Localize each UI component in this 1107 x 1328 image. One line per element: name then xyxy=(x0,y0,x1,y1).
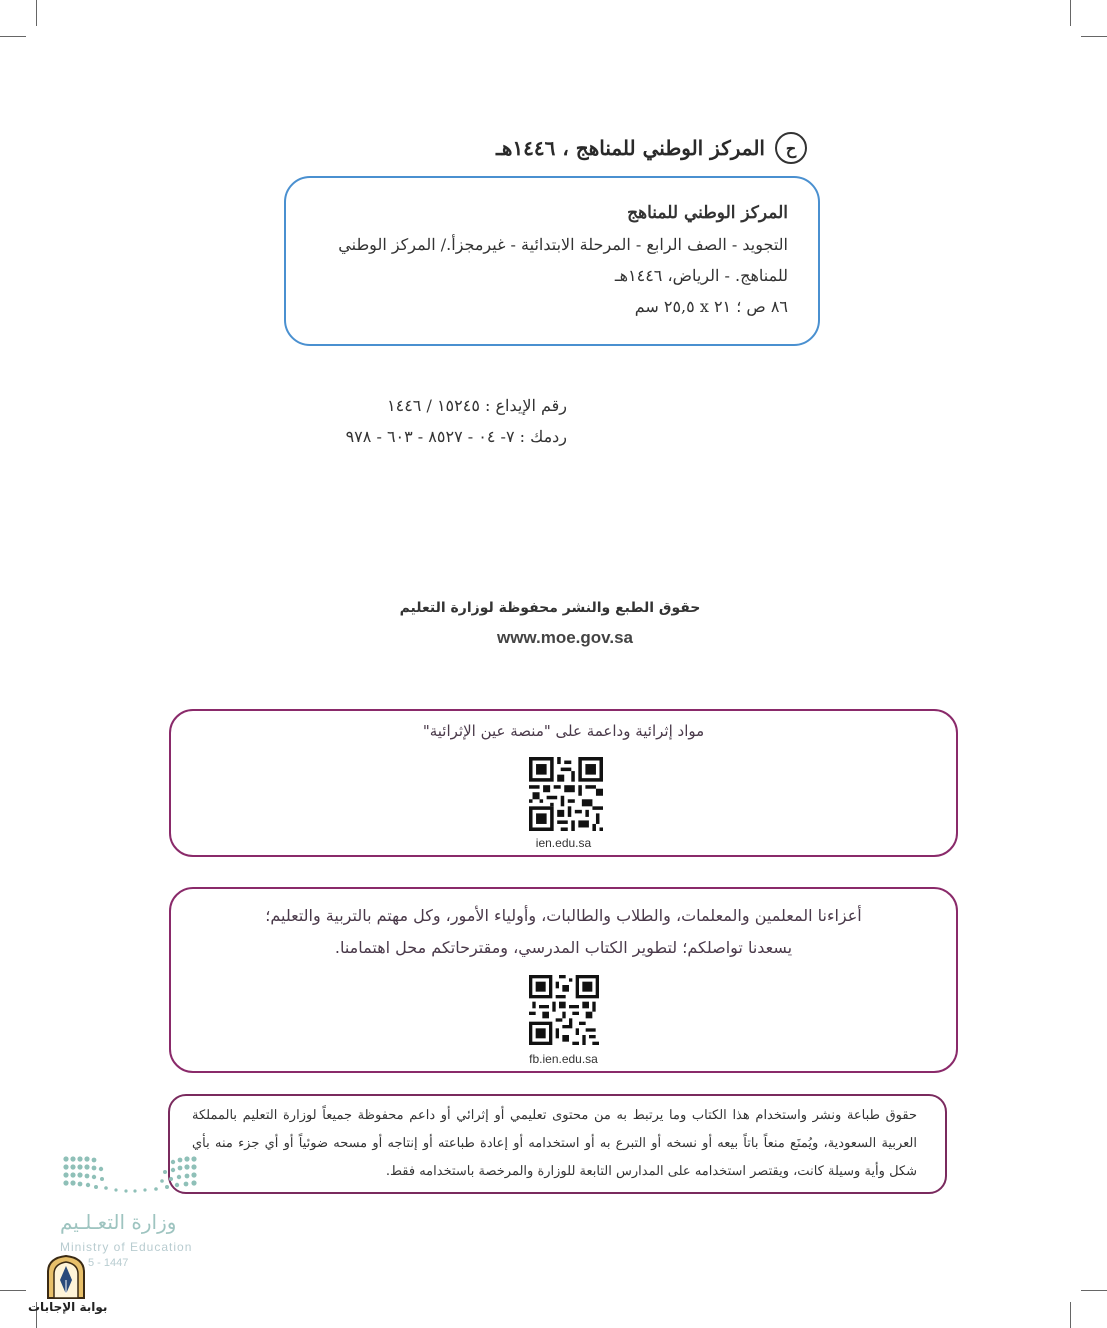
qr-code-icon[interactable] xyxy=(529,975,599,1045)
deposit-number: رقم الإيداع : ١٥٢٤٥ / ١٤٤٦ xyxy=(387,396,567,415)
legal-box xyxy=(168,1094,947,1194)
enrichment-text: مواد إثرائية وداعمة على "منصة عين الإثرائية" xyxy=(422,722,705,740)
copyright-text: المركز الوطني للمناهج ، ١٤٤٦هـ xyxy=(496,136,765,160)
ministry-name-ar: وزارة التعـلـيم xyxy=(60,1210,177,1234)
rights-title: حقوق الطبع والنشر محفوظة لوزارة التعليم xyxy=(399,600,701,616)
crop-mark xyxy=(0,1290,26,1291)
feedback-box xyxy=(169,887,958,1073)
cataloging-line: ٨٦ ص ؛ ٢١ x ٢٥,٥ سم xyxy=(634,297,788,316)
cataloging-text xyxy=(298,198,788,322)
ministry-year: 5 - 1447 xyxy=(88,1257,129,1269)
qr-code-icon[interactable] xyxy=(529,757,603,831)
answers-portal-label: بوابة الإجابات xyxy=(28,1300,108,1314)
copyright-symbol: ح xyxy=(775,132,807,164)
cataloging-line: التجويد - الصف الرابع - المرحلة الابتدائية - غيرمجزأ./ المركز الوطني xyxy=(338,235,788,254)
deposit-block xyxy=(346,390,567,452)
isbn: ردمك : ٧- ٠٤ - ٨٥٢٧ - ٦٠٣ - ٩٧٨ xyxy=(345,427,567,446)
qr-label[interactable]: ien.edu.sa xyxy=(535,836,592,850)
crop-mark xyxy=(1081,36,1107,37)
feedback-line: أعزاءنا المعلمين والمعلمات، والطلاب والطالبات، وأولياء الأمور، وكل مهتم بالتربية والتعليم؛ xyxy=(265,906,862,925)
crop-mark xyxy=(1070,0,1071,26)
crop-mark xyxy=(0,36,26,37)
answers-portal-logo-icon xyxy=(44,1254,88,1300)
cataloging-title: المركز الوطني للمناهج xyxy=(627,203,788,223)
enrichment-box xyxy=(169,709,958,857)
feedback-line: يسعدنا تواصلكم؛ لتطوير الكتاب المدرسي، ومقترحاتكم محل اهتمامنا. xyxy=(334,938,793,957)
ministry-url[interactable]: www.moe.gov.sa xyxy=(496,628,634,647)
ministry-name-en: Ministry of Education xyxy=(60,1240,193,1254)
crop-mark xyxy=(1081,1290,1107,1291)
crop-mark xyxy=(1070,1302,1071,1328)
ministry-logo-icon xyxy=(60,1155,200,1197)
cataloging-box xyxy=(284,176,820,346)
crop-mark xyxy=(36,0,37,26)
qr-label[interactable]: fb.ien.edu.sa xyxy=(529,1052,598,1066)
cataloging-line: للمناهج. - الرياض، ١٤٤٦هـ xyxy=(614,266,788,285)
copyright-line xyxy=(496,132,807,164)
legal-text: حقوق طباعة ونشر واستخدام هذا الكتاب وما يرتبط به من محتوى تعليمي أو إثرائي أو داعم محفوظة جميعاً لوزارة التعليم بالمملكة العربية السعودية، ويُمنَع منعاً باتاً بيعه أو نسخه أو التبرع به أو استخدامه أو إعادة طباعته أو إنتاجه أو مسحه ضوئياً أو أي جزء منه بأي شكل وأية وسيلة كانت، ويقتصر استخدامه على المدارس التابعة للوزارة والمرخصة باستخدامه فقط. xyxy=(192,1108,917,1179)
